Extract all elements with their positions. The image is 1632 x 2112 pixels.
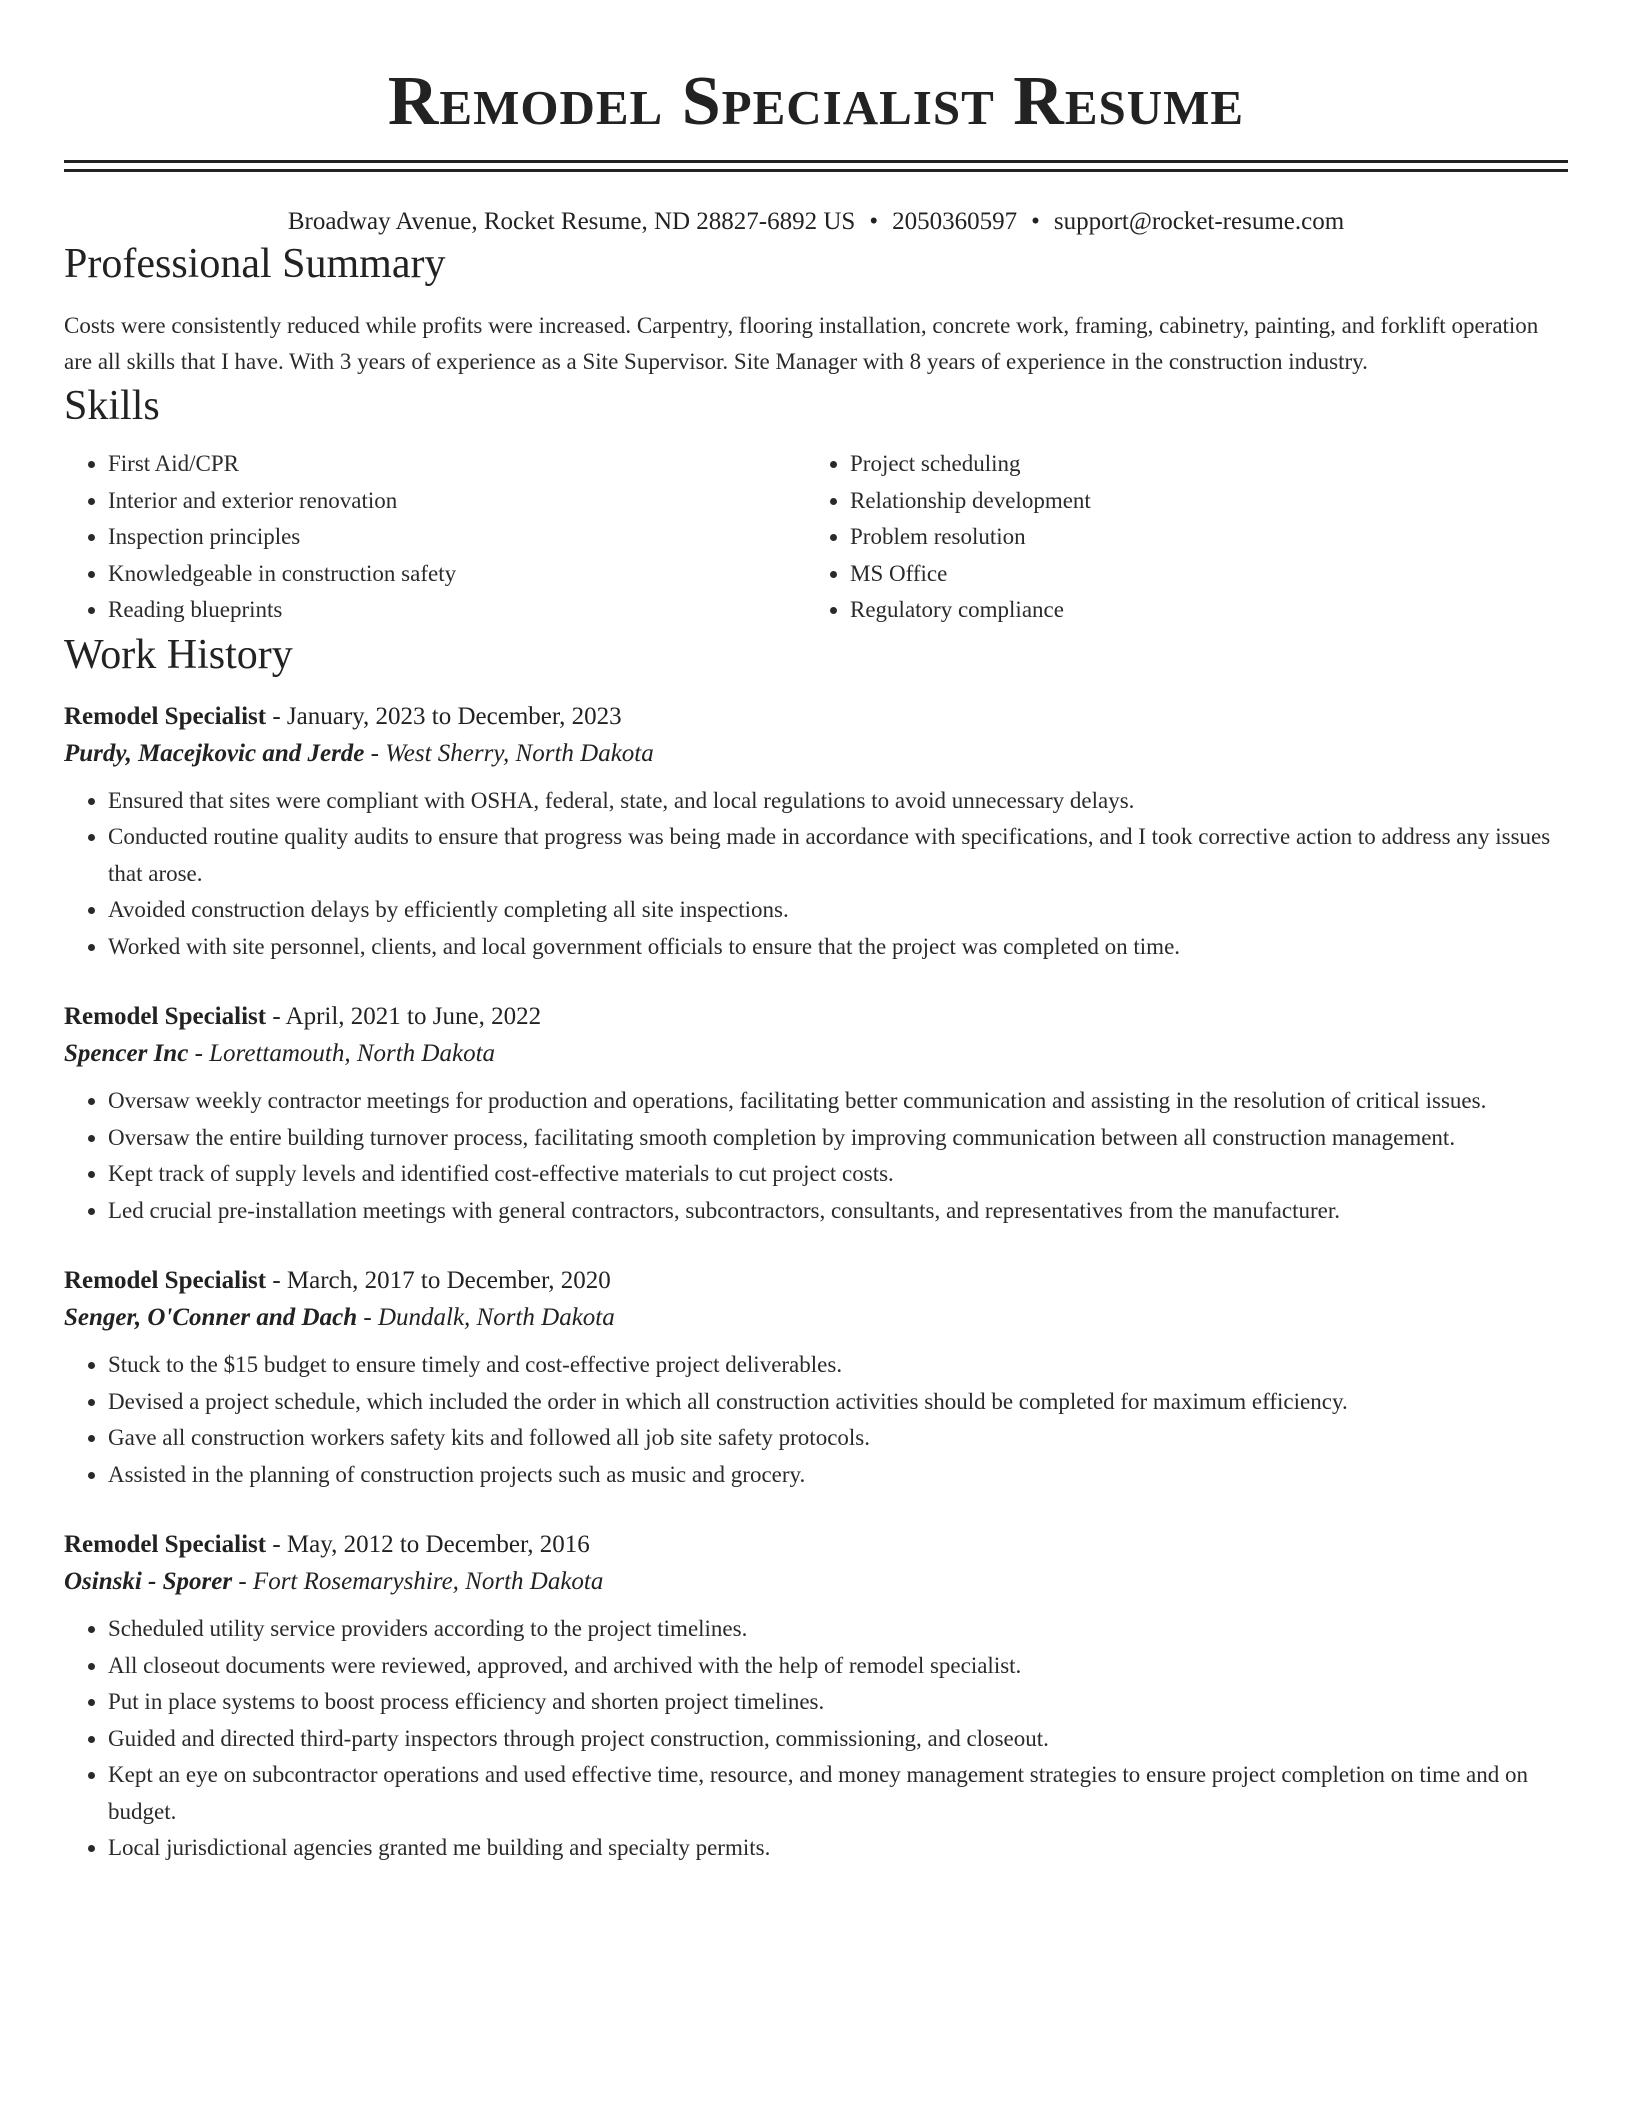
contact-separator: • [869, 208, 879, 235]
skills-list [64, 446, 1568, 629]
job-dates: April, 2021 to June, 2022 [285, 1003, 542, 1030]
job-bullet: • Gave all construction workers safety kits and followed all job site safety protocols. [108, 1420, 1568, 1457]
job-bullet: • Oversaw the entire building turnover process, facilitating smooth completion by improving communication between all construction management. [108, 1120, 1568, 1157]
job-bullet: • Stuck to the $15 budget to ensure timely and cost-effective project deliverables. [108, 1347, 1568, 1384]
job-bullet: • Conducted routine quality audits to ensure that progress was being made in accordance with specifications, and I took corrective action to address any issues that arose. [108, 819, 1568, 892]
skills-column-left [64, 446, 806, 629]
job-dates: January, 2023 to December, 2023 [286, 702, 622, 730]
job-entry [64, 1263, 1568, 1493]
job-bullet: • Scheduled utility service providers according to the project timelines. [108, 1611, 1568, 1648]
job-bullets [64, 1611, 1568, 1867]
job-dates: May, 2012 to December, 2016 [286, 1531, 590, 1558]
job-bullets [64, 783, 1568, 966]
contact-address: Broadway Avenue, Rocket Resume, ND 28827-6892 US [287, 208, 856, 235]
job-location: Fort Rosemaryshire, North Dakota [252, 1568, 604, 1595]
contact-separator: • [1031, 208, 1040, 235]
job-role: Remodel Specialist [64, 1531, 267, 1558]
job-company: Spencer Inc [64, 1040, 189, 1067]
job-bullets [64, 1347, 1568, 1493]
skill-item: • Interior and exterior renovation [108, 483, 806, 520]
job-entry [64, 699, 1568, 966]
skill-item: • Regulatory compliance [850, 592, 1548, 629]
skill-item: • MS Office [850, 556, 1548, 593]
skill-item: • Inspection principles [108, 519, 806, 556]
skill-item: • First Aid/CPR [108, 446, 806, 483]
contact-email: support@rocket-resume.com [1053, 208, 1345, 235]
job-company: Senger, O'Conner and Dach [64, 1304, 358, 1331]
job-title-line [64, 699, 1568, 735]
skill-item: • Knowledgeable in construction safety [108, 556, 806, 593]
job-dash: - [266, 702, 287, 730]
job-company-line [64, 1563, 1568, 1601]
skill-item: • Project scheduling [850, 446, 1548, 483]
job-bullet: • Kept an eye on subcontractor operations and used effective time, resource, and money management strategies to ensure project completion on time and on budget. [108, 1757, 1568, 1830]
job-entry [64, 999, 1568, 1229]
job-bullets [64, 1083, 1568, 1229]
job-company-line [64, 735, 1568, 773]
job-dash: - [357, 1304, 378, 1331]
skill-item: • Problem resolution [850, 519, 1548, 556]
job-bullet: • Put in place systems to boost process efficiency and shorten project timelines. [108, 1684, 1568, 1721]
job-role: Remodel Specialist [64, 1003, 267, 1030]
job-company: Osinski - Sporer [64, 1568, 233, 1595]
skill-item: • Relationship development [850, 483, 1548, 520]
job-bullet: • All closeout documents were reviewed, approved, and archived with the help of remodel specialist. [108, 1648, 1568, 1685]
job-entry [64, 1527, 1568, 1867]
job-dash: - [188, 1040, 210, 1067]
job-dates: March, 2017 to December, 2020 [286, 1267, 611, 1294]
job-role: Remodel Specialist [64, 702, 267, 730]
summary-text: Costs were consistently reduced while profits were increased. Carpentry, flooring installation, concrete work, framing, cabinetry, painting, and forklift operation are all skills that I have. With 3 years of experience as a Site Supervisor. Site Manager with 8 years of experience in the construction industry. [64, 313, 1539, 374]
job-title-line [64, 1527, 1568, 1563]
job-company: Purdy, Macejkovic and Jerde [64, 739, 365, 767]
title-divider-top [64, 160, 1568, 163]
job-bullet: • Ensured that sites were compliant with OSHA, federal, state, and local regulations to avoid unnecessary delays. [108, 783, 1568, 820]
job-dash: - [266, 1003, 286, 1030]
job-company-line [64, 1299, 1568, 1337]
job-bullet: • Local jurisdictional agencies granted me building and specialty permits. [108, 1830, 1568, 1867]
job-bullet: • Devised a project schedule, which included the order in which all construction activities should be completed for maximum efficiency. [108, 1384, 1568, 1421]
job-dash: - [364, 739, 386, 767]
skills-heading: Skills [64, 383, 160, 429]
summary-heading: Professional Summary [64, 241, 446, 287]
job-title-line [64, 999, 1568, 1035]
title-divider-bottom [64, 169, 1568, 172]
job-bullet: • Guided and directed third-party inspectors through project construction, commissioning, and closeout. [108, 1721, 1568, 1758]
job-bullet: • Led crucial pre-installation meetings with general contractors, subcontractors, consultants, and representatives from the manufacturer. [108, 1193, 1568, 1230]
job-location: Lorettamouth, North Dakota [209, 1040, 496, 1067]
skills-column-right [806, 446, 1548, 629]
contact-line [64, 206, 1568, 238]
job-title-line [64, 1263, 1568, 1299]
job-bullet: • Avoided construction delays by efficiently completing all site inspections. [108, 892, 1568, 929]
contact-phone: 2050360597 [892, 208, 1018, 235]
job-bullet: • Worked with site personnel, clients, and local government officials to ensure that the project was completed on time. [108, 929, 1568, 966]
job-bullet: • Kept track of supply levels and identified cost-effective materials to cut project costs. [108, 1156, 1568, 1193]
resume-title: Remodel Specialist Resume [387, 63, 1245, 140]
job-location: West Sherry, North Dakota [385, 739, 654, 767]
job-dash: - [232, 1568, 253, 1595]
job-dash: - [266, 1267, 287, 1294]
job-dash: - [266, 1531, 287, 1558]
skill-item: • Reading blueprints [108, 592, 806, 629]
job-bullet: • Assisted in the planning of construction projects such as music and grocery. [108, 1457, 1568, 1494]
job-role: Remodel Specialist [64, 1267, 267, 1294]
job-location: Dundalk, North Dakota [377, 1304, 615, 1331]
job-bullet: • Oversaw weekly contractor meetings for production and operations, facilitating better communication and assisting in the resolution of critical issues. [108, 1083, 1568, 1120]
resume-page [64, 0, 1568, 2112]
work-history-heading: Work History [64, 631, 293, 678]
job-company-line [64, 1035, 1568, 1073]
